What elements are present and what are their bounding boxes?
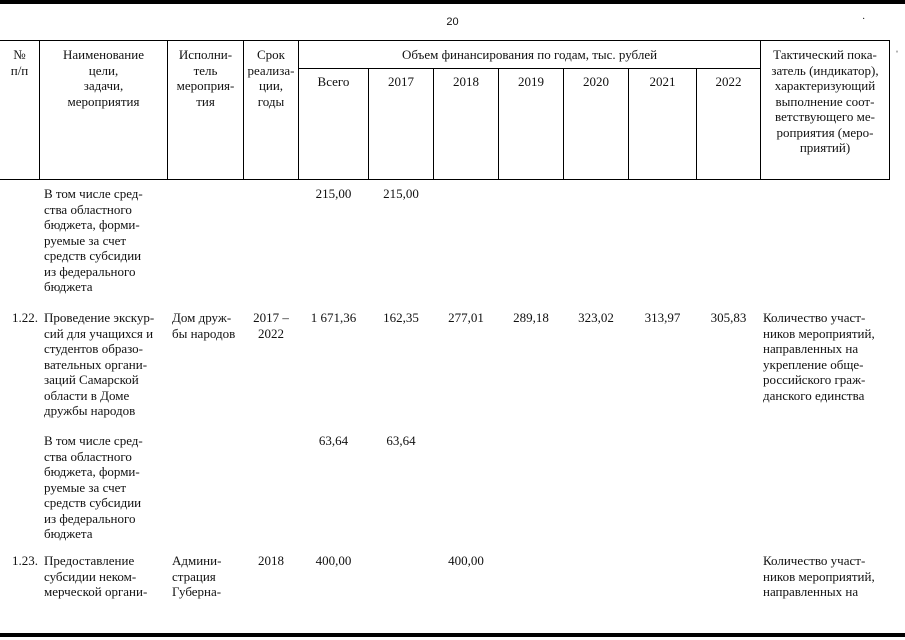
table-top-border [0,40,890,41]
bottom-border [0,633,905,637]
header-term: Срок реализа- ции, годы [247,47,295,109]
scan-speck: ˌ [895,39,899,53]
row-2018: 277,01 [448,310,484,325]
row-name: Предоставление субсидии неком- мерческой органи- [44,553,148,599]
row-total: 215,00 [315,186,352,201]
row-2019: 289,18 [513,310,549,325]
header-num: № п/п [10,47,29,78]
row-num: 1.22. [12,310,38,325]
header-total: Всего [317,74,350,89]
row-term: 2018 [258,553,284,568]
table-right-border [889,40,890,180]
row-name: В том числе сред- ства областного бюджета, форми- руемые за счет средств субсидии из федерального бюджета [44,433,143,541]
row-executor: Дом друж- бы народов [172,310,236,341]
row-2020: 323,02 [578,310,614,325]
row-2018: 400,00 [448,553,484,568]
header-year: 2018 [453,74,479,89]
row-2017: 162,35 [383,310,419,325]
header-bottom-border [0,179,890,180]
row-num: 1.23. [12,553,38,568]
row-name: В том числе сред- ства областного бюджета, форми- руемые за счет средств субсидии из федерального бюджета [44,186,143,294]
header-year: 2017 [388,74,414,89]
top-border [0,0,905,4]
header-indicator: Тактический пока- затель (индикатор), характеризующий выполнение соот- ветствующего ме- роприятия (меро- приятий) [771,47,879,155]
row-2022: 305,83 [710,310,747,325]
header-name: Наименование цели, задачи, мероприятия [63,47,144,109]
row-2017: 63,64 [386,433,416,448]
header-year: 2019 [518,74,544,89]
scan-speck: · [862,14,866,25]
row-term: 2017 – 2022 [253,310,289,341]
row-2021: 313,97 [644,310,681,325]
row-2017: 215,00 [383,186,419,201]
header-year: 2021 [649,74,676,89]
row-total: 400,00 [315,553,352,568]
page-number: 20 [446,16,459,28]
header-funding-title: Объем финансирования по годам, тыс. рублей [401,47,658,62]
row-total: 1 671,36 [310,310,357,325]
row-indicator: Количество участ- ников мероприятий, направленных на укрепление обще- российского граж- данского единства [763,310,875,403]
row-executor: Админи- страция Губерна- [172,553,222,599]
row-name: Проведение экскур- сий для учащихся и студентов образо- вательных органи- заций Самарской области в Доме дружбы народов [44,310,155,418]
row-indicator: Количество участ- ников мероприятий, направленных на [763,553,875,599]
header-year: 2022 [715,74,742,89]
header-year: 2020 [583,74,609,89]
row-total: 63,64 [318,433,349,448]
header-executor: Исполни- тель мероприя- тия [176,47,235,109]
